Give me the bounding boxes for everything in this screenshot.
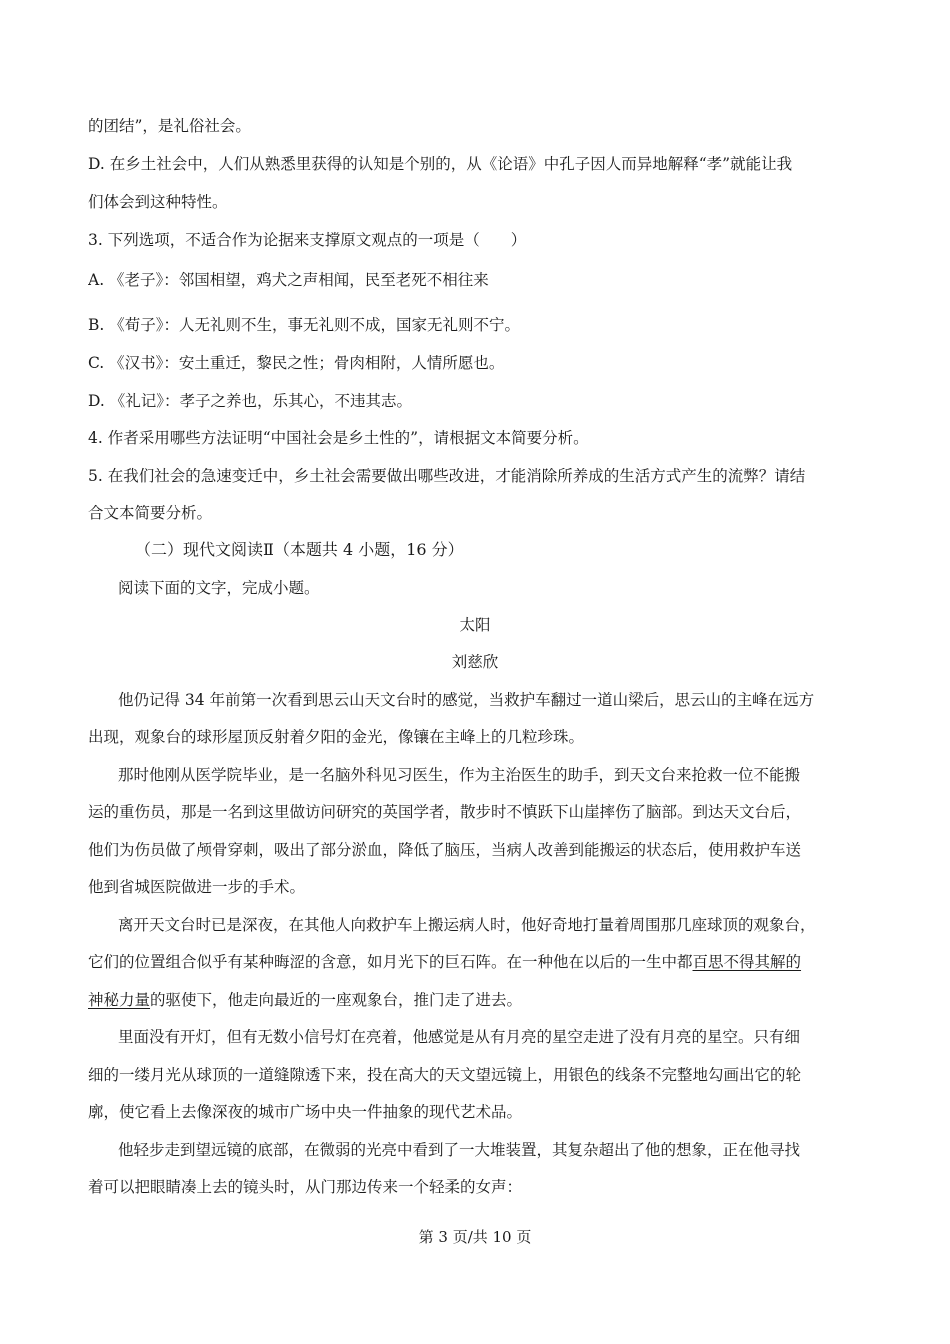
q5-line2: 合文本简要分析。 bbox=[88, 504, 213, 522]
underlined-phrase-part2: 神秘力量 bbox=[88, 991, 151, 1009]
paragraph-1-line1: 他仍记得 34 年前第一次看到思云山天文台时的感觉，当救护车翻过一道山梁后，思云山的主峰在远方 bbox=[118, 691, 815, 709]
paragraph-3-line3-text: 的驱使下，他走向最近的一座观象台，推门走了进去。 bbox=[150, 991, 523, 1009]
q2-option-d-line2: 们体会到这种特性。 bbox=[88, 193, 228, 211]
q3-option-d: D. 《礼记》：孝子之养也，乐其心，不违其志。 bbox=[88, 392, 412, 410]
q3-stem: 3. 下列选项，不适合作为论据来支撑原文观点的一项是（ ） bbox=[88, 231, 527, 249]
paragraph-3-line2 bbox=[88, 950, 878, 974]
paragraph-4-line3: 廓，使它看上去像深夜的城市广场中央一件抽象的现代艺术品。 bbox=[88, 1103, 523, 1121]
paragraph-4-line1: 里面没有开灯，但有无数小信号灯在亮着，他感觉是从有月亮的星空走进了没有月亮的星空。只有细 bbox=[118, 1028, 801, 1046]
q4-stem: 4. 作者采用哪些方法证明“中国社会是乡土性的”，请根据文本简要分析。 bbox=[88, 429, 589, 447]
q2-option-c-tail: 的团结”，是礼俗社会。 bbox=[88, 117, 251, 135]
paragraph-3-line1: 离开天文台时已是深夜，在其他人向救护车上搬运病人时，他好奇地打量着周围那几座球顶的观象台， bbox=[118, 916, 816, 934]
paragraph-1-line2: 出现，观象台的球形屋顶反射着夕阳的金光，像镶在主峰上的几粒珍珠。 bbox=[88, 728, 585, 746]
paragraph-2-line1: 那时他刚从医学院毕业，是一名脑外科见习医生，作为主治医生的助手，到天文台来抢救一位不能搬 bbox=[118, 766, 801, 784]
section-heading: （二）现代文阅读Ⅱ（本题共 4 小题，16 分） bbox=[135, 540, 464, 559]
paragraph-2-line2: 运的重伤员，那是一名到这里做访问研究的英国学者，散步时不慎跃下山崖摔伤了脑部。到达天文台后， bbox=[88, 803, 802, 821]
paragraph-4-line2: 细的一缕月光从球顶的一道缝隙透下来，投在高大的天文望远镜上，用银色的线条不完整地勾画出它的轮 bbox=[88, 1066, 802, 1084]
q2-option-d-line1: D. 在乡土社会中，人们从熟悉里获得的认知是个别的，从《论语》中孔子因人而异地解释“孝”就能让我 bbox=[88, 155, 793, 173]
passage-author: 刘慈欣 bbox=[451, 653, 499, 671]
q3-option-b: B. 《荀子》：人无礼则不生，事无礼则不成，国家无礼则不宁。 bbox=[88, 316, 520, 334]
q3-option-a: A. 《老子》：邻国相望，鸡犬之声相闻，民至老死不相往来 bbox=[88, 271, 489, 289]
paragraph-5-line2: 着可以把眼睛凑上去的镜头时，从门那边传来一个轻柔的女声： bbox=[88, 1178, 523, 1196]
q3-option-c: C. 《汉书》：安土重迁，黎民之性；骨肉相附，人情所愿也。 bbox=[88, 354, 505, 372]
page-footer: 第 3 页/共 10 页 bbox=[418, 1228, 532, 1246]
paragraph-2-line3: 他们为伤员做了颅骨穿刺，吸出了部分淤血，降低了脑压，当病人改善到能搬运的状态后，使用救护车送 bbox=[88, 841, 802, 859]
paragraph-2-line4: 他到省城医院做进一步的手术。 bbox=[88, 878, 306, 896]
paragraph-3-line3 bbox=[88, 988, 878, 1012]
q5-line1: 5. 在我们社会的急速变迁中，乡土社会需要做出哪些改进，才能消除所养成的生活方式产生的流弊？请结 bbox=[88, 467, 806, 485]
passage-title: 太阳 bbox=[459, 616, 491, 634]
paragraph-5-line1: 他轻步走到望远镜的底部，在微弱的光亮中看到了一大堆装置，其复杂超出了他的想象，正在他寻找 bbox=[118, 1141, 801, 1159]
paragraph-3-line2-text: 它们的位置组合似乎有某种晦涩的含意，如月光下的巨石阵。在一种他在以后的一生中都 bbox=[88, 953, 693, 971]
underlined-phrase-part1: 百思不得其解的 bbox=[692, 953, 802, 971]
reading-instruction: 阅读下面的文字，完成小题。 bbox=[118, 579, 320, 597]
